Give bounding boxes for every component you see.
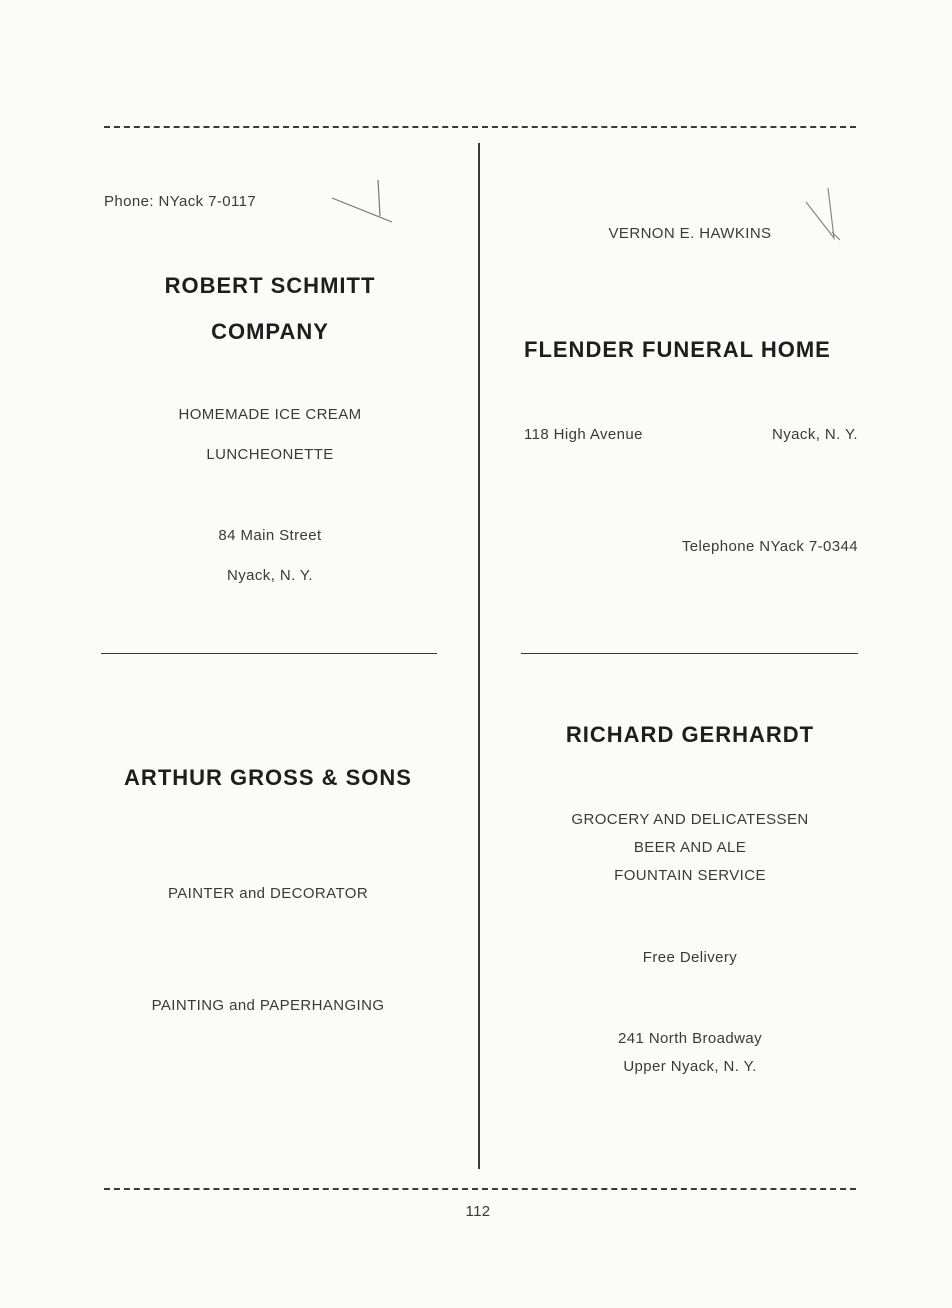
gerhardt-line2: BEER AND ALE (633, 839, 747, 856)
schmitt-line1: HOMEMADE ICE CREAM (178, 406, 362, 423)
schmitt-name-line2: COMPANY (211, 319, 329, 344)
right-section-rule (521, 653, 858, 654)
flender-phone: Telephone NYack 7-0344 (681, 538, 858, 555)
flender-city: Nyack, N. Y. (772, 426, 858, 443)
bottom-dashed-rule (104, 1188, 856, 1190)
schmitt-line2: LUNCHEONETTE (206, 446, 334, 463)
gerhardt-delivery: Free Delivery (642, 949, 738, 966)
gross-line1: PAINTER and DECORATOR (167, 885, 369, 902)
left-section-rule (101, 653, 437, 654)
gerhardt-city: Upper Nyack, N. Y. (623, 1058, 757, 1075)
gross-name: ARTHUR GROSS & SONS (124, 765, 412, 790)
top-dashed-rule (104, 126, 856, 128)
schmitt-city: Nyack, N. Y. (227, 567, 313, 584)
gerhardt-line1: GROCERY AND DELICATESSEN (571, 811, 809, 828)
check-mark-icon (800, 186, 844, 242)
schmitt-phone: Phone: NYack 7-0117 (104, 193, 257, 210)
gerhardt-line3: FOUNTAIN SERVICE (614, 867, 766, 884)
page-number: 112 (465, 1203, 491, 1220)
check-mark-icon (330, 178, 396, 228)
flender-street: 118 High Avenue (524, 426, 643, 443)
flender-name: FLENDER FUNERAL HOME (524, 337, 831, 362)
gross-line2: PAINTING and PAPERHANGING (151, 997, 385, 1014)
flender-owner: VERNON E. HAWKINS (608, 225, 772, 242)
gerhardt-name: RICHARD GERHARDT (565, 722, 815, 747)
center-divider (478, 143, 480, 1169)
gerhardt-street: 241 North Broadway (618, 1030, 762, 1047)
schmitt-name-line1: ROBERT SCHMITT (164, 273, 376, 298)
schmitt-street: 84 Main Street (218, 527, 322, 544)
